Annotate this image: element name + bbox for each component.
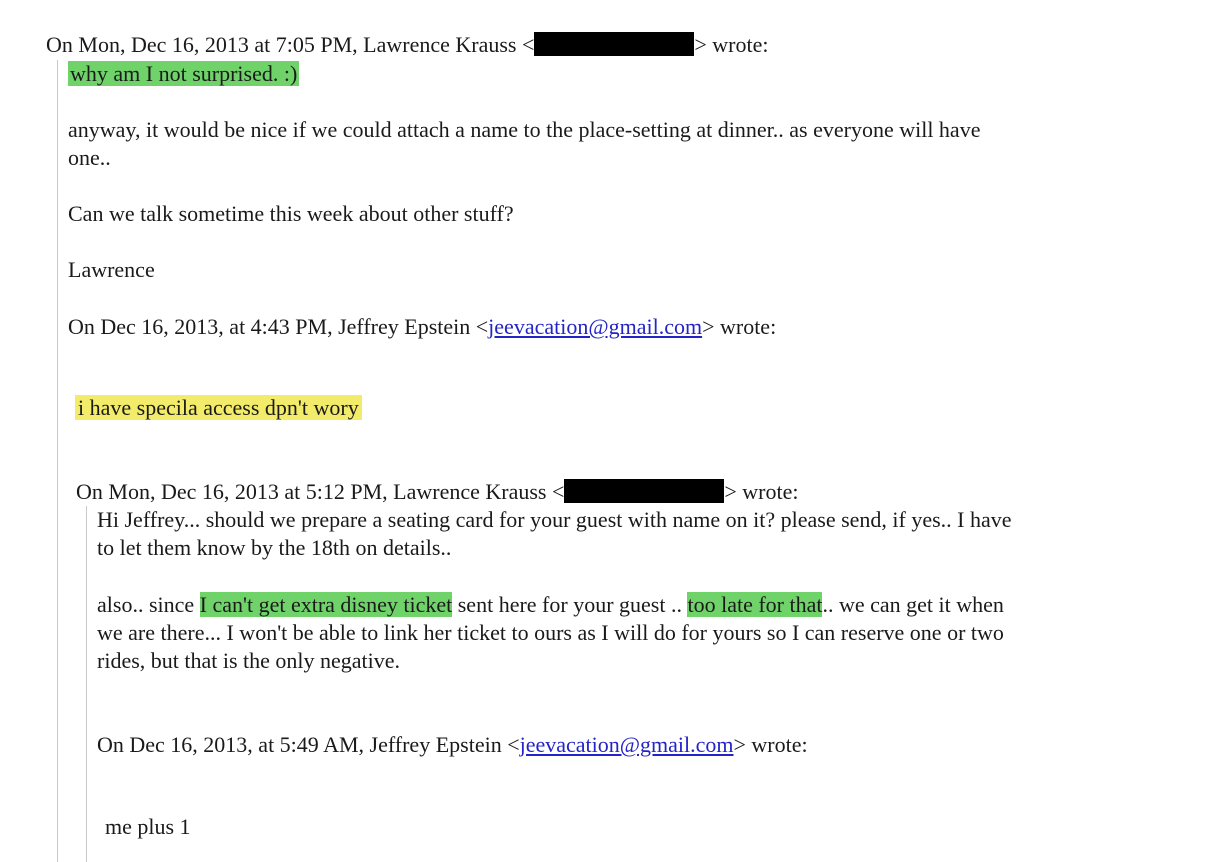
redacted-email [564, 479, 724, 503]
krauss-reply-paragraph-line: one.. [68, 145, 111, 170]
epstein-message-2: me plus 1 [105, 814, 191, 839]
inner-reply-header: On Mon, Dec 16, 2013 at 5:12 PM, Lawrence Krauss < > wrote: [76, 479, 799, 504]
epstein-message-1: i have specila access dpn't wory [75, 395, 362, 421]
quote-bar-outer [57, 60, 58, 862]
highlight-disney-ticket: I can't get extra disney ticket [199, 592, 453, 617]
krauss-message-line: we are there... I won't be able to link her ticket to ours as I will do for yours so I can reserve one or two [97, 620, 1004, 645]
redacted-email [534, 32, 694, 56]
krauss-reply-paragraph-line: anyway, it would be nice if we could attach a name to the place-setting at dinner.. as everyone will have [68, 117, 981, 142]
epstein-header-2: On Dec 16, 2013, at 5:49 AM, Jeffrey Epstein <jeevacation@gmail.com> wrote: [97, 732, 808, 757]
krauss-message-line: Hi Jeffrey... should we prepare a seating card for your guest with name on it? please send, if yes.. I have [97, 507, 1012, 532]
krauss-message-line: to let them know by the 18th on details.. [97, 535, 452, 560]
krauss-reply-question: Can we talk sometime this week about other stuff? [68, 201, 514, 226]
highlight-too-late: too late for that [687, 592, 823, 617]
krauss-message-line: rides, but that is the only negative. [97, 648, 401, 673]
outer-reply-header: On Mon, Dec 16, 2013 at 7:05 PM, Lawrence Krauss < > wrote: [46, 32, 769, 57]
email-link[interactable]: jeevacation@gmail.com [519, 732, 734, 757]
krauss-message-line: also.. since I can't get extra disney ticket sent here for your guest .. too late for that.. we can get it when [97, 592, 1004, 617]
quote-bar-inner [86, 506, 87, 862]
krauss-signature: Lawrence [68, 257, 155, 282]
epstein-header-1: On Dec 16, 2013, at 4:43 PM, Jeffrey Epstein <jeevacation@gmail.com> wrote: [68, 314, 777, 339]
email-link[interactable]: jeevacation@gmail.com [488, 314, 703, 339]
krauss-reply-highlight: why am I not surprised. :) [70, 61, 298, 86]
